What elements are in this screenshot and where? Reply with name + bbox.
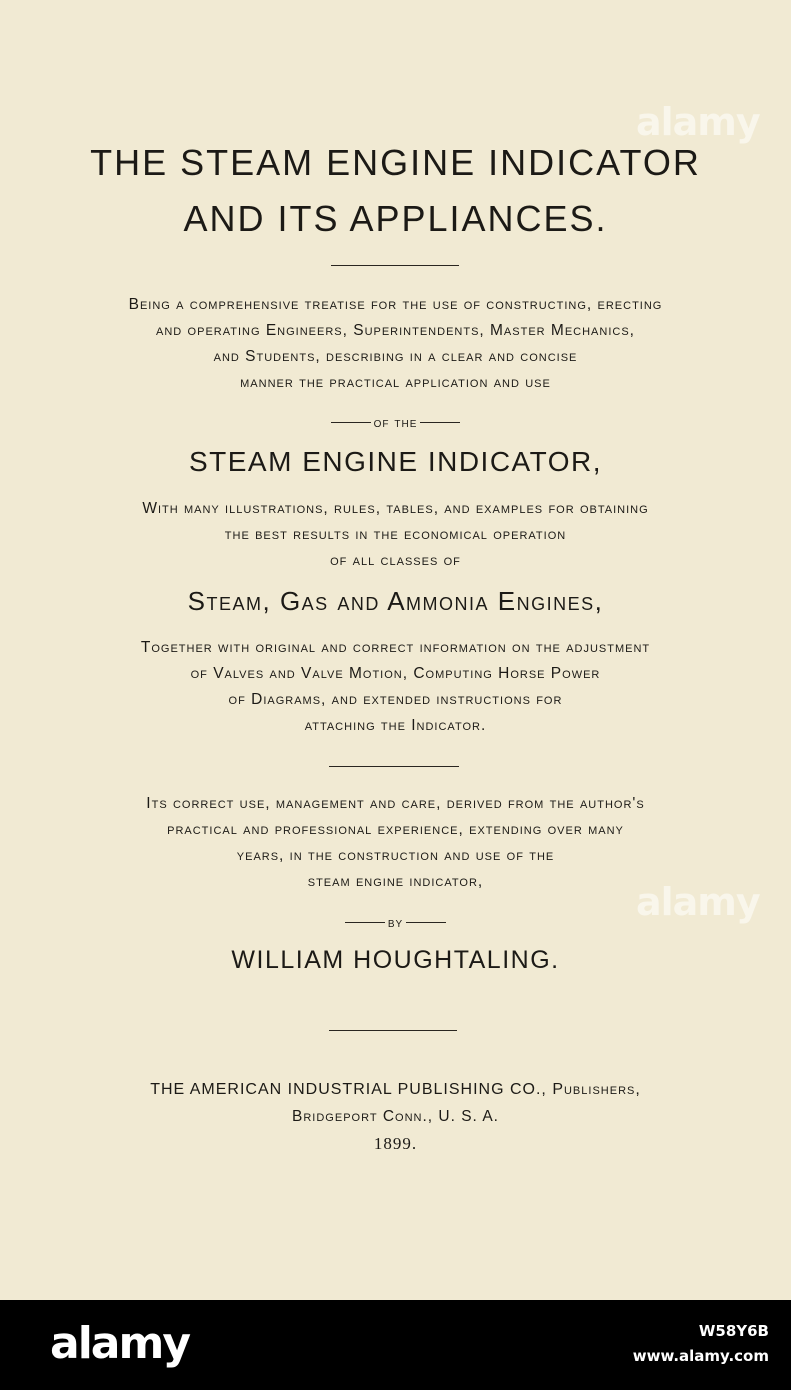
publisher-place: Bridgeport Conn., U. S. A. xyxy=(292,1108,499,1125)
together-line: attaching the Indicator. xyxy=(304,717,487,734)
its-line: years, in the construction and use of the xyxy=(236,847,555,864)
title-line-1: THE STEAM ENGINE INDICATOR xyxy=(90,142,701,183)
image-id: W58Y6B xyxy=(698,1322,769,1340)
publisher-name: THE AMERICAN INDUSTRIAL PUBLISHING CO., Publishers, xyxy=(150,1081,641,1098)
site-url: www.alamy.com xyxy=(632,1347,769,1365)
stock-footer-bar xyxy=(0,1300,791,1390)
its-line: steam engine indicator, xyxy=(307,873,484,890)
publication-year: 1899. xyxy=(373,1134,418,1153)
by-text: by xyxy=(387,914,404,930)
together-line: of Diagrams, and extended instructions for xyxy=(228,691,563,708)
intro-line: manner the practical application and use xyxy=(240,374,551,391)
dash-left xyxy=(331,422,371,423)
with-line: of all classes of xyxy=(330,552,461,569)
intro-line: and Students, describing in a clear and concise xyxy=(213,348,578,365)
of-the-text: of the xyxy=(373,414,418,430)
dash-right xyxy=(420,422,460,423)
divider-rule xyxy=(331,265,459,266)
dash-left xyxy=(345,922,385,923)
divider-rule xyxy=(329,1030,457,1031)
author-name: WILLIAM HOUGHTALING. xyxy=(231,946,560,974)
title-line-2: AND ITS APPLIANCES. xyxy=(183,198,608,239)
divider-rule xyxy=(329,766,459,767)
watermark-logo: alamy xyxy=(636,880,760,924)
intro-line: Being a comprehensive treatise for the use of constructing, erecting xyxy=(128,296,663,313)
together-line: Together with original and correct information on the adjustment xyxy=(140,639,651,656)
its-line: practical and professional experience, extending over many xyxy=(167,821,624,838)
with-line: the best results in the economical operation xyxy=(224,526,567,543)
its-line: Its correct use, management and care, derived from the author's xyxy=(146,795,645,812)
dash-right xyxy=(406,922,446,923)
engines-heading: Steam, Gas and Ammonia Engines, xyxy=(187,586,604,616)
intro-line: and operating Engineers, Superintendents, Master Mechanics, xyxy=(156,322,635,339)
together-line: of Valves and Valve Motion, Computing Horse Power xyxy=(190,665,601,682)
of-the-label xyxy=(0,414,791,430)
with-line: With many illustrations, rules, tables, and examples for obtaining xyxy=(142,500,649,517)
subject-heading: STEAM ENGINE INDICATOR, xyxy=(188,446,603,477)
alamy-logo: alamy xyxy=(50,1318,189,1369)
watermark-logo: alamy xyxy=(636,100,760,144)
